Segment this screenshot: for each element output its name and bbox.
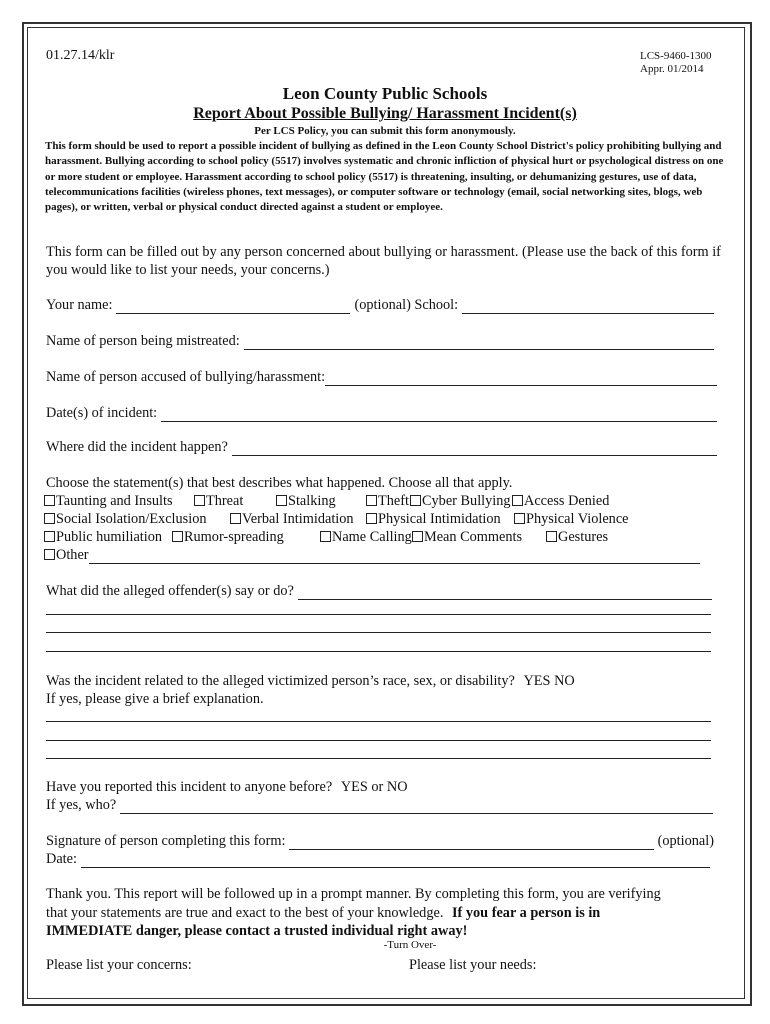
checkbox-icon — [194, 495, 205, 506]
explain-line-3[interactable] — [46, 758, 711, 759]
checkbox-icon — [276, 495, 287, 506]
thanks-line-1: Thank you. This report will be followed up in a prompt manner. By completing this form, you are verifying — [46, 886, 661, 902]
checkbox-icon — [512, 495, 523, 506]
concerns-label: Please list your concerns: — [46, 957, 192, 973]
name-school-row — [46, 296, 714, 314]
option-name-calling[interactable]: Name Calling — [320, 528, 412, 546]
checkbox-icon — [230, 513, 241, 524]
related-question-row — [46, 672, 575, 690]
turn-over: -Turn Over- — [383, 939, 437, 951]
accused-label: Name of person accused of bullying/harassment: — [46, 369, 326, 385]
option-mean-comments[interactable]: Mean Comments — [412, 528, 522, 546]
where-row — [46, 438, 717, 456]
explain-line-2[interactable] — [46, 740, 711, 741]
option-stalking[interactable]: Stalking — [276, 492, 336, 510]
option-other-row — [44, 546, 700, 564]
danger-warning-start: If you fear a person is in — [451, 905, 601, 921]
if-yes-explain: If yes, please give a brief explanation. — [46, 691, 264, 707]
choose-statement: Choose the statement(s) that best describes what happened. Choose all that apply. — [46, 475, 513, 491]
say-do-field[interactable] — [298, 586, 712, 600]
your-name-label: Your name: — [46, 297, 113, 313]
option-other[interactable]: Other — [44, 546, 89, 564]
checkbox-icon — [320, 531, 331, 542]
approval-date: Appr. 01/2014 — [640, 63, 704, 75]
accused-row — [46, 368, 717, 386]
checkbox-icon — [44, 495, 55, 506]
school-field[interactable] — [462, 300, 714, 314]
your-name-field[interactable] — [116, 300, 350, 314]
signature-optional: (optional) — [657, 833, 714, 849]
option-threat[interactable]: Threat — [194, 492, 243, 510]
say-do-line-3[interactable] — [46, 632, 711, 633]
option-gestures[interactable]: Gestures — [546, 528, 608, 546]
option-rumor-spreading[interactable]: Rumor-spreading — [172, 528, 284, 546]
checkbox-icon — [366, 495, 377, 506]
checkbox-icon — [44, 513, 55, 524]
signature-label: Signature of person completing this form: — [46, 833, 286, 849]
checkbox-icon — [44, 549, 55, 560]
needs-label: Please list your needs: — [409, 957, 537, 973]
option-taunting[interactable]: Taunting and Insults — [44, 492, 173, 510]
option-verbal-intimidation[interactable]: Verbal Intimidation — [230, 510, 354, 528]
say-do-label: What did the alleged offender(s) say or do? — [46, 583, 294, 599]
document-subtitle: Report About Possible Bullying/ Harassment Incident(s) — [193, 105, 577, 122]
checkbox-icon — [412, 531, 423, 542]
mistreated-label: Name of person being mistreated: — [46, 333, 240, 349]
dates-row — [46, 404, 717, 422]
say-do-row — [46, 582, 712, 600]
document-title: Leon County Public Schools — [282, 84, 488, 103]
checkbox-icon — [172, 531, 183, 542]
option-cyber-bullying[interactable]: Cyber Bullying — [410, 492, 511, 510]
related-question: Was the incident related to the alleged victimized person’s race, sex, or disability? — [46, 673, 515, 689]
thanks-line-2 — [46, 904, 600, 922]
say-do-line-2[interactable] — [46, 614, 711, 615]
where-field[interactable] — [232, 442, 717, 456]
option-physical-intimidation[interactable]: Physical Intimidation — [366, 510, 501, 528]
checkbox-icon — [410, 495, 421, 506]
signature-field[interactable] — [289, 836, 653, 850]
where-label: Where did the incident happen? — [46, 439, 228, 455]
instructions: This form can be filled out by any person concerned about bullying or harassment. (Please use the back of this form if you would like to list your needs, your concerns.) — [46, 244, 721, 278]
say-do-line-4[interactable] — [46, 651, 711, 652]
danger-warning: IMMEDIATE danger, please contact a trusted individual right away! — [46, 923, 468, 939]
explain-line-1[interactable] — [46, 721, 711, 722]
date-row — [46, 850, 710, 868]
mistreated-row — [46, 332, 714, 350]
form-code — [640, 50, 712, 76]
school-label: (optional) School: — [354, 297, 459, 313]
option-social-isolation[interactable]: Social Isolation/Exclusion — [44, 510, 207, 528]
date-field[interactable] — [81, 854, 710, 868]
option-physical-violence[interactable]: Physical Violence — [514, 510, 629, 528]
signature-row — [46, 832, 714, 850]
thanks-text: that your statements are true and exact to the best of your knowledge. — [46, 905, 444, 921]
who-field[interactable] — [120, 800, 713, 814]
checkbox-icon — [366, 513, 377, 524]
intro-paragraph: This form should be used to report a possible incident of bullying as defined in the Leon County School District's policy prohibiting bullying and harassment. Bullying according to school policy (5517) involves systematic and chronic infliction of physical hurt or psychological distress on one or more student or employee. Harassment according to school policy (5517) is threatening, insulting, or dehumanizing gestures, use of data, telecommunications facilities (wireless phones, text messages), or computer software or technology (email, social networking sites, blogs, web pages), or written, verbal or physical conduct directed against a student or employee. — [45, 140, 724, 214]
option-public-humiliation[interactable]: Public humiliation — [44, 528, 162, 546]
option-access-denied[interactable]: Access Denied — [512, 492, 609, 510]
reference-date: 01.27.14/klr — [46, 48, 115, 63]
form-number: LCS-9460-1300 — [640, 50, 712, 62]
if-yes-who-row — [46, 796, 713, 814]
related-yes-no[interactable]: YES NO — [523, 673, 575, 689]
reported-yes-no[interactable]: YES or NO — [340, 779, 408, 795]
checkbox-icon — [546, 531, 557, 542]
checkbox-icon — [44, 531, 55, 542]
other-field[interactable] — [89, 550, 700, 564]
anonymous-note: Per LCS Policy, you can submit this form anonymously. — [254, 125, 516, 137]
reported-question: Have you reported this incident to anyone before? — [46, 779, 333, 795]
reported-row — [46, 778, 408, 796]
date-label: Date: — [46, 851, 77, 867]
mistreated-field[interactable] — [244, 336, 714, 350]
option-theft[interactable]: Theft — [366, 492, 409, 510]
dates-label: Date(s) of incident: — [46, 405, 158, 421]
if-yes-who-label: If yes, who? — [46, 797, 117, 813]
checkbox-icon — [514, 513, 525, 524]
accused-field[interactable] — [325, 372, 717, 386]
dates-field[interactable] — [161, 408, 717, 422]
